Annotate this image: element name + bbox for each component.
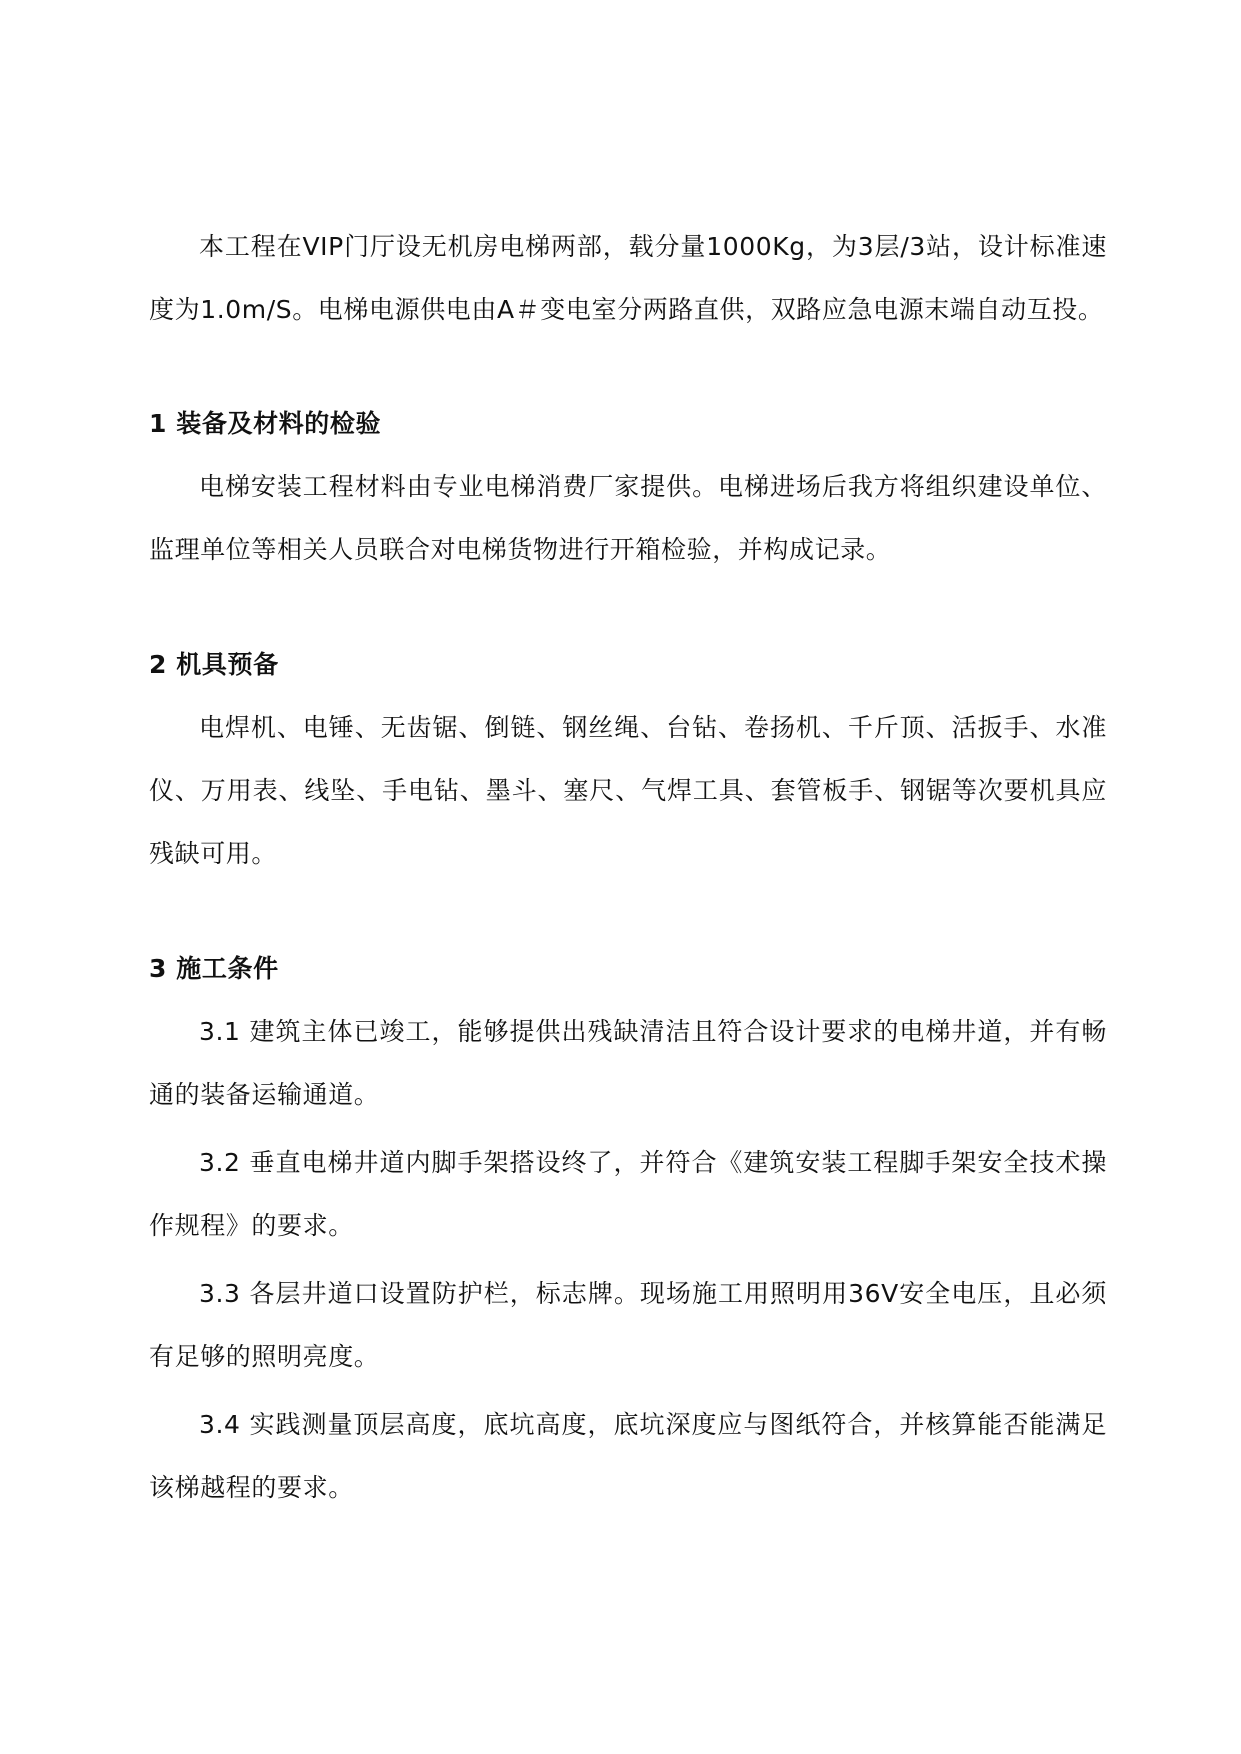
section-heading-equipment-inspection: 1 装备及材料的检验: [149, 409, 382, 438]
section-heading-tools-preparation: 2 机具预备: [149, 650, 279, 679]
intro-paragraph: 本工程在VIP门厅设无机房电梯两部，载分量1000Kg，为3层/3站，设计标准速度为1.0m/S。电梯电源供电由A＃变电室分两路直供，双路应急电源末端自动互投。: [149, 232, 1107, 324]
condition-3-2-paragraph: 3.2 垂直电梯井道内脚手架搭设终了，并符合《建筑安装工程脚手架安全技术操作规程》的要求。: [149, 1148, 1107, 1240]
condition-3-4-paragraph: 3.4 实践测量顶层高度，底坑高度，底坑深度应与图纸符合，并核算能否能满足该梯越程的要求。: [149, 1410, 1107, 1502]
document-body: [149, 215, 1107, 1519]
condition-3-3-paragraph: 3.3 各层井道口设置防护栏，标志牌。现场施工用照明用36V安全电压，且必须有足够的照明亮度。: [149, 1279, 1107, 1371]
section-2-paragraph: 电焊机、电锤、无齿锯、倒链、钢丝绳、台钻、卷扬机、千斤顶、活扳手、水准仪、万用表、线坠、手电钻、墨斗、塞尺、气焊工具、套管板手、钢锯等次要机具应残缺可用。: [149, 713, 1107, 868]
section-1-paragraph: 电梯安装工程材料由专业电梯消费厂家提供。电梯进场后我方将组织建设单位、监理单位等相关人员联合对电梯货物进行开箱检验，并构成记录。: [149, 472, 1107, 564]
condition-3-1-paragraph: 3.1 建筑主体已竣工，能够提供出残缺清洁且符合设计要求的电梯井道，并有畅通的装备运输通道。: [149, 1017, 1107, 1109]
section-heading-construction-conditions: 3 施工条件: [149, 954, 279, 983]
